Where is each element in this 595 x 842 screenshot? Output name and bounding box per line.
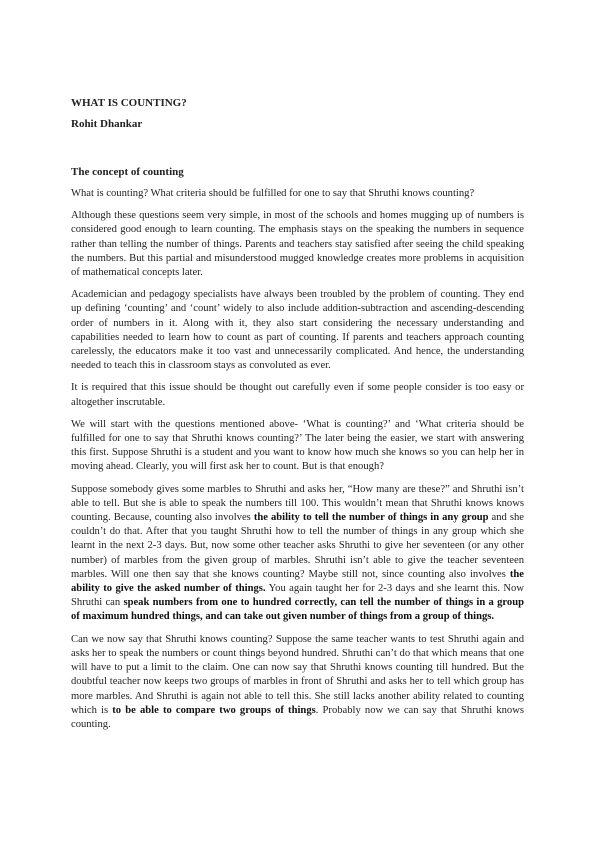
paragraph	[71, 209, 524, 280]
paragraph-text: It is required that this issue should be thought out carefully even if some people consider is too easy or altogether inscrutable.	[71, 382, 524, 408]
emphasized-text: to be able to compare two groups of things	[112, 704, 316, 716]
body-text	[71, 187, 524, 732]
paragraph-text: . Probably now we can say that Shruthi knows counting.	[71, 704, 524, 730]
paragraph-text: Academician and pedagogy specialists have always been troubled by the problem of counting. They end up defining ‘counting’ and ‘count’ widely to also include addition-subtraction and ascending-descending order of numbers in it. Along with it, they also start considering the necessary understanding and capabilities needed to learn how to count as part of counting. If parents and teachers approach counting carelessly, the educators make it too vast and unnecessarily complicated. And hence, the understanding needed to teach this in classroom stays as convoluted as ever.	[71, 289, 524, 372]
paragraph-text: Can we now say that Shruthi knows counting? Suppose the same teacher wants to test Shruthi again and asks her to speak the numbers or count things beyond hundred. Shruthi can’t do that which means that one will have to put a limit to the claim. One can now say that Shruthi knows counting till hundred. But the doubtful teacher now keeps two groups of marbles in front of Shruthi and asks her to tell which group has more marbles. And Shruthi is again not able to tell this. She still lacks another ability related to counting which is	[71, 633, 524, 716]
paragraph	[71, 633, 524, 732]
paragraph	[71, 187, 524, 201]
paragraph-text: Although these questions seem very simple, in most of the schools and homes mugging up of numbers is considered good enough to learn counting. The emphasis stays on the speaking the numbers in sequence rather than telling the number of things. Parents and teachers stay satisfied after seeing the child speaking the numbers. But this partial and misunderstood mugged knowledge creates more problems in acquisition of mathematical concepts later.	[71, 210, 524, 279]
paragraph	[71, 483, 524, 625]
author-name: Rohit Dhankar	[71, 118, 143, 130]
paragraph	[71, 381, 524, 409]
emphasized-text: speak numbers from one to hundred correctly, can tell the number of things in a group of maximum hundred things, and can take out given number of things from a group of things.	[71, 597, 524, 623]
paragraph-text: We will start with the questions mentioned above- ‘What is counting?’ and ‘What criteria should be fulfilled for one to say that Shruthi knows counting?’ The later being the easier, we start with answering this first. Suppose Shruthi is a student and you want to know how much she knows so you can help her in moving ahead. Clearly, you will first ask her to count. But is that enough?	[71, 418, 524, 473]
paragraph-text: You again taught her for 2-3 days and she learnt this. Now Shruthi can	[71, 583, 524, 609]
document-title: WHAT IS COUNTING?	[71, 97, 187, 109]
paragraph-text: and she couldn’t do that. After that you taught Shruthi how to tell the number of things in any group which she learnt in the next 2-3 days. But, now some other teacher asks Shruthi to give her seventeen (or any other number) of marbles from the given group of marbles. Shruthi isn’t able to give the teacher seventeen marbles. Will one then say that she knows counting? Maybe still not, since counting also involves	[71, 512, 524, 580]
emphasized-text: the ability to give the asked number of things.	[71, 568, 524, 595]
paragraph	[71, 288, 524, 373]
section-heading: The concept of counting	[71, 166, 184, 178]
document-page	[71, 96, 524, 732]
emphasized-text: the ability to tell the number of things in any group	[253, 512, 489, 524]
paragraph-text: What is counting? What criteria should be fulfilled for one to say that Shruthi knows counting?	[71, 188, 475, 199]
paragraph-text: Suppose somebody gives some marbles to Shruthi and asks her, “How many are these?” and Shruthi isn’t able to tell. But she is able to speak the numbers till 100. This wouldn’t mean that Shruthi knows knows counting. Because, counting also involves	[71, 483, 524, 524]
paragraph	[71, 418, 524, 475]
